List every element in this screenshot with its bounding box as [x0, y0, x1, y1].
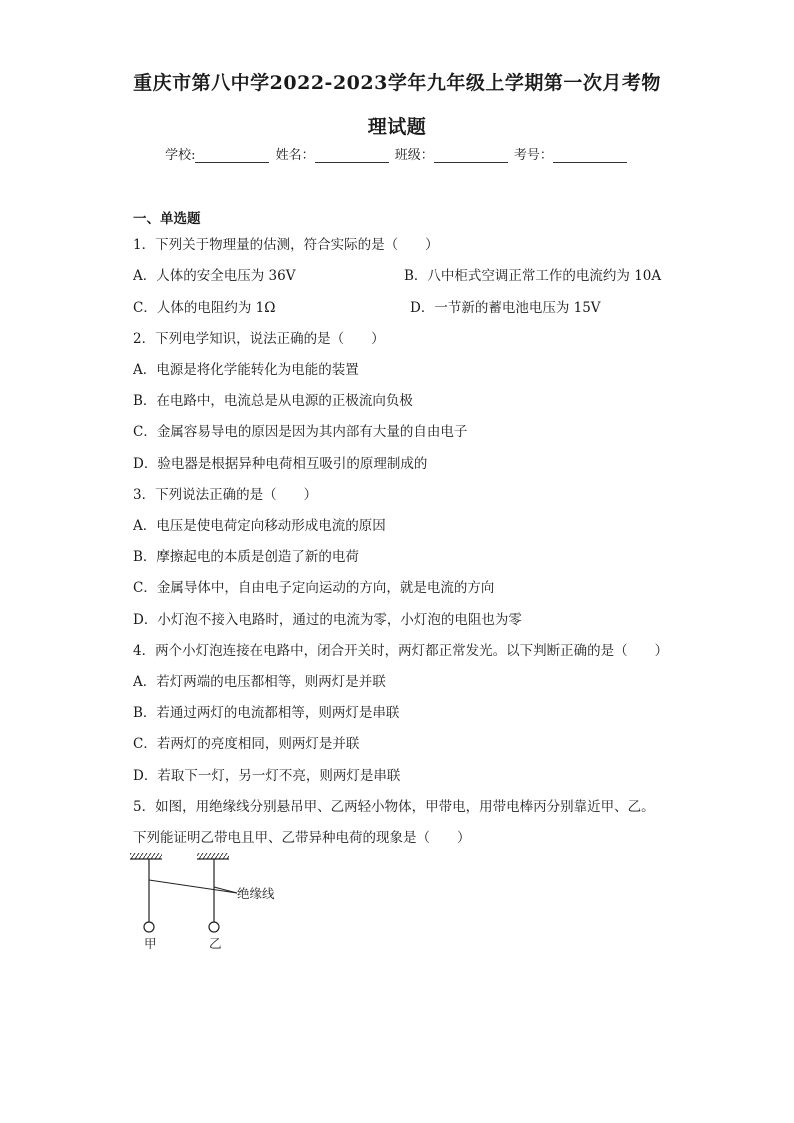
- ball-jia: [144, 922, 154, 932]
- q1-option-a: A．人体的安全电压为 36V: [133, 268, 296, 284]
- q5-stem-line2: 下列能证明乙带电且甲、乙带异种电荷的现象是（ ）: [133, 830, 471, 846]
- class-blank: [434, 148, 508, 163]
- q3-option-c: C．金属导体中，自由电子定向运动的方向，就是电流的方向: [133, 580, 495, 596]
- q2-option-d: D．验电器是根据异种电荷相互吸引的原理制成的: [133, 456, 428, 472]
- exam-no-blank: [553, 148, 627, 163]
- q1-option-b: B．八中柜式空调正常工作的电流约为 10A: [404, 268, 662, 284]
- student-info-row: [0, 144, 794, 163]
- class-label: 班级：: [394, 148, 434, 163]
- q3-option-b: B．摩擦起电的本质是创造了新的电荷: [133, 549, 359, 565]
- label-jia: 甲: [144, 936, 157, 951]
- q1-option-d: D．一节新的蓄电池电压为 15V: [410, 300, 601, 316]
- school-blank: [195, 148, 269, 163]
- q2-option-c: C．金属容易导电的原因是因为其内部有大量的自由电子: [133, 424, 468, 440]
- ball-yi: [209, 922, 219, 932]
- q2-stem: 2．下列电学知识，说法正确的是（ ）: [133, 331, 385, 347]
- q4-option-d: D．若取下一灯，另一灯不亮，则两灯是串联: [133, 768, 401, 784]
- q4-stem: 4．两个小灯泡连接在电路中，闭合开关时，两灯都正常发光。以下判断正确的是（ ）: [133, 643, 669, 659]
- q3-stem: 3．下列说法正确的是（ ）: [133, 487, 318, 503]
- ceiling-support-right: [197, 853, 229, 859]
- exam-title-line1: 重庆市第八中学2022-2023学年九年级上学期第一次月考物: [133, 72, 661, 94]
- name-label: 姓名：: [275, 148, 315, 163]
- suspension-figure: [125, 850, 295, 955]
- ceiling-support-left: [130, 853, 162, 859]
- label-insulating-wire: 绝缘线: [237, 886, 275, 901]
- q4-option-a: A．若灯两端的电压都相等，则两灯是并联: [133, 674, 386, 690]
- q3-option-a: A．电压是使电荷定向移动形成电流的原因: [133, 518, 386, 534]
- q4-option-c: C．若两灯的亮度相同，则两灯是并联: [133, 736, 360, 752]
- q3-option-d: D．小灯泡不接入电路时，通过的电流为零，小灯泡的电阻也为零: [133, 612, 522, 628]
- school-label: 学校:: [165, 148, 196, 163]
- section-heading: 一、单选题: [133, 211, 201, 227]
- q5-stem-line1: 5．如图，用绝缘线分别悬吊甲、乙两轻小物体，甲带电，用带电棒丙分别靠近甲、乙。: [133, 799, 655, 815]
- q1-option-c: C．人体的电阻约为 1Ω: [133, 300, 276, 316]
- q4-option-b: B．若通过两灯的电流都相等，则两灯是串联: [133, 705, 400, 721]
- q2-option-a: A．电源是将化学能转化为电能的装置: [133, 362, 359, 378]
- name-blank: [315, 148, 389, 163]
- q2-option-b: B．在电路中，电流总是从电源的正极流向负极: [133, 393, 413, 409]
- q1-stem: 1．下列关于物理量的估测，符合实际的是（ ）: [133, 237, 439, 253]
- label-yi: 乙: [209, 936, 222, 951]
- pointer-line-jia: [149, 880, 237, 893]
- exam-no-label: 考号：: [513, 148, 553, 163]
- exam-title-line2: 理试题: [367, 116, 427, 138]
